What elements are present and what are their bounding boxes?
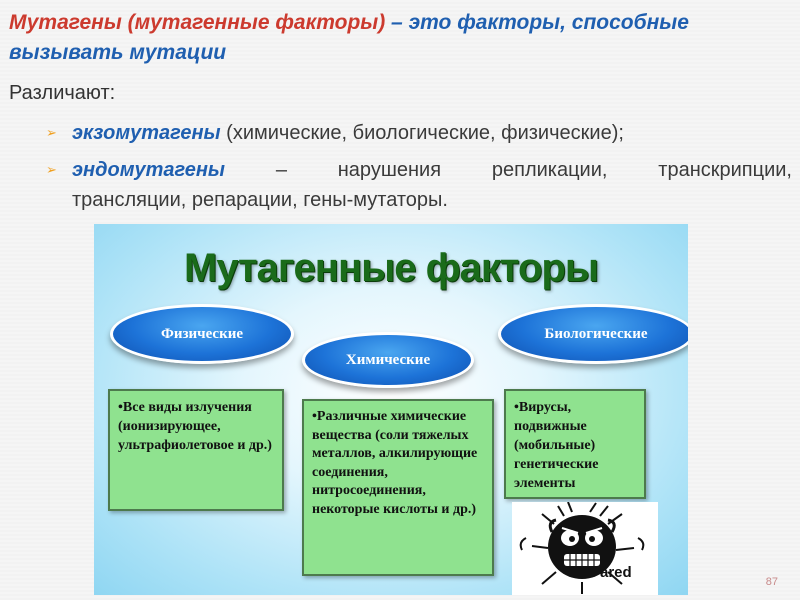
box-chemical: •Различные химические вещества (соли тяжелых металлов, алкилирующие соединения, нитросоединения, некоторые кислоты и др.) xyxy=(302,399,494,576)
bullet-word: репликации, xyxy=(491,159,608,181)
cartoon-caption: ared xyxy=(600,564,632,581)
mutagenic-factors-figure xyxy=(94,224,688,595)
figure-title: Мутагенные факторы xyxy=(184,246,598,290)
page-number: 87 xyxy=(765,576,778,588)
box-physical: •Все виды излучения (ионизирующее, ультрафиолетовое и др.) xyxy=(108,389,284,511)
box-biological: •Вирусы, подвижные (мобильные) генетические элементы xyxy=(504,389,646,499)
bullet-exomutagens xyxy=(46,118,792,148)
bullet-endomutagens xyxy=(46,155,792,215)
bullet-word: нарушения xyxy=(337,159,442,181)
bullet-line: трансляции, репарации, гены-мутаторы. xyxy=(72,189,448,211)
bullet-text: (химические, биологические, физические); xyxy=(220,122,624,144)
category-label: Химические xyxy=(345,351,431,368)
bullet-word: – xyxy=(275,159,287,181)
bullet-line xyxy=(72,155,792,185)
slide-title xyxy=(9,8,794,68)
scared-virus-cartoon-icon xyxy=(512,502,658,595)
category-label: Физические xyxy=(160,325,244,342)
title-term: Мутагены (мутагенные факторы) xyxy=(9,11,386,34)
lead-text: Различают: xyxy=(9,82,116,104)
category-label: Биологические xyxy=(544,325,648,342)
category-biological xyxy=(498,304,688,364)
bullet-list xyxy=(46,118,792,215)
bullet-term: экзомутагены xyxy=(72,122,221,144)
title-definition: – это факторы, способные вызывать мутации xyxy=(9,11,689,64)
bullet-word: транскрипции, xyxy=(658,159,792,181)
category-physical xyxy=(110,304,294,364)
category-chemical xyxy=(302,332,474,388)
orange-arrow-bullet-icon: ➢ xyxy=(46,125,57,140)
bullet-term: эндомутагены xyxy=(72,159,225,181)
cartoon-panel xyxy=(512,502,658,595)
orange-arrow-bullet-icon: ➢ xyxy=(46,162,57,177)
